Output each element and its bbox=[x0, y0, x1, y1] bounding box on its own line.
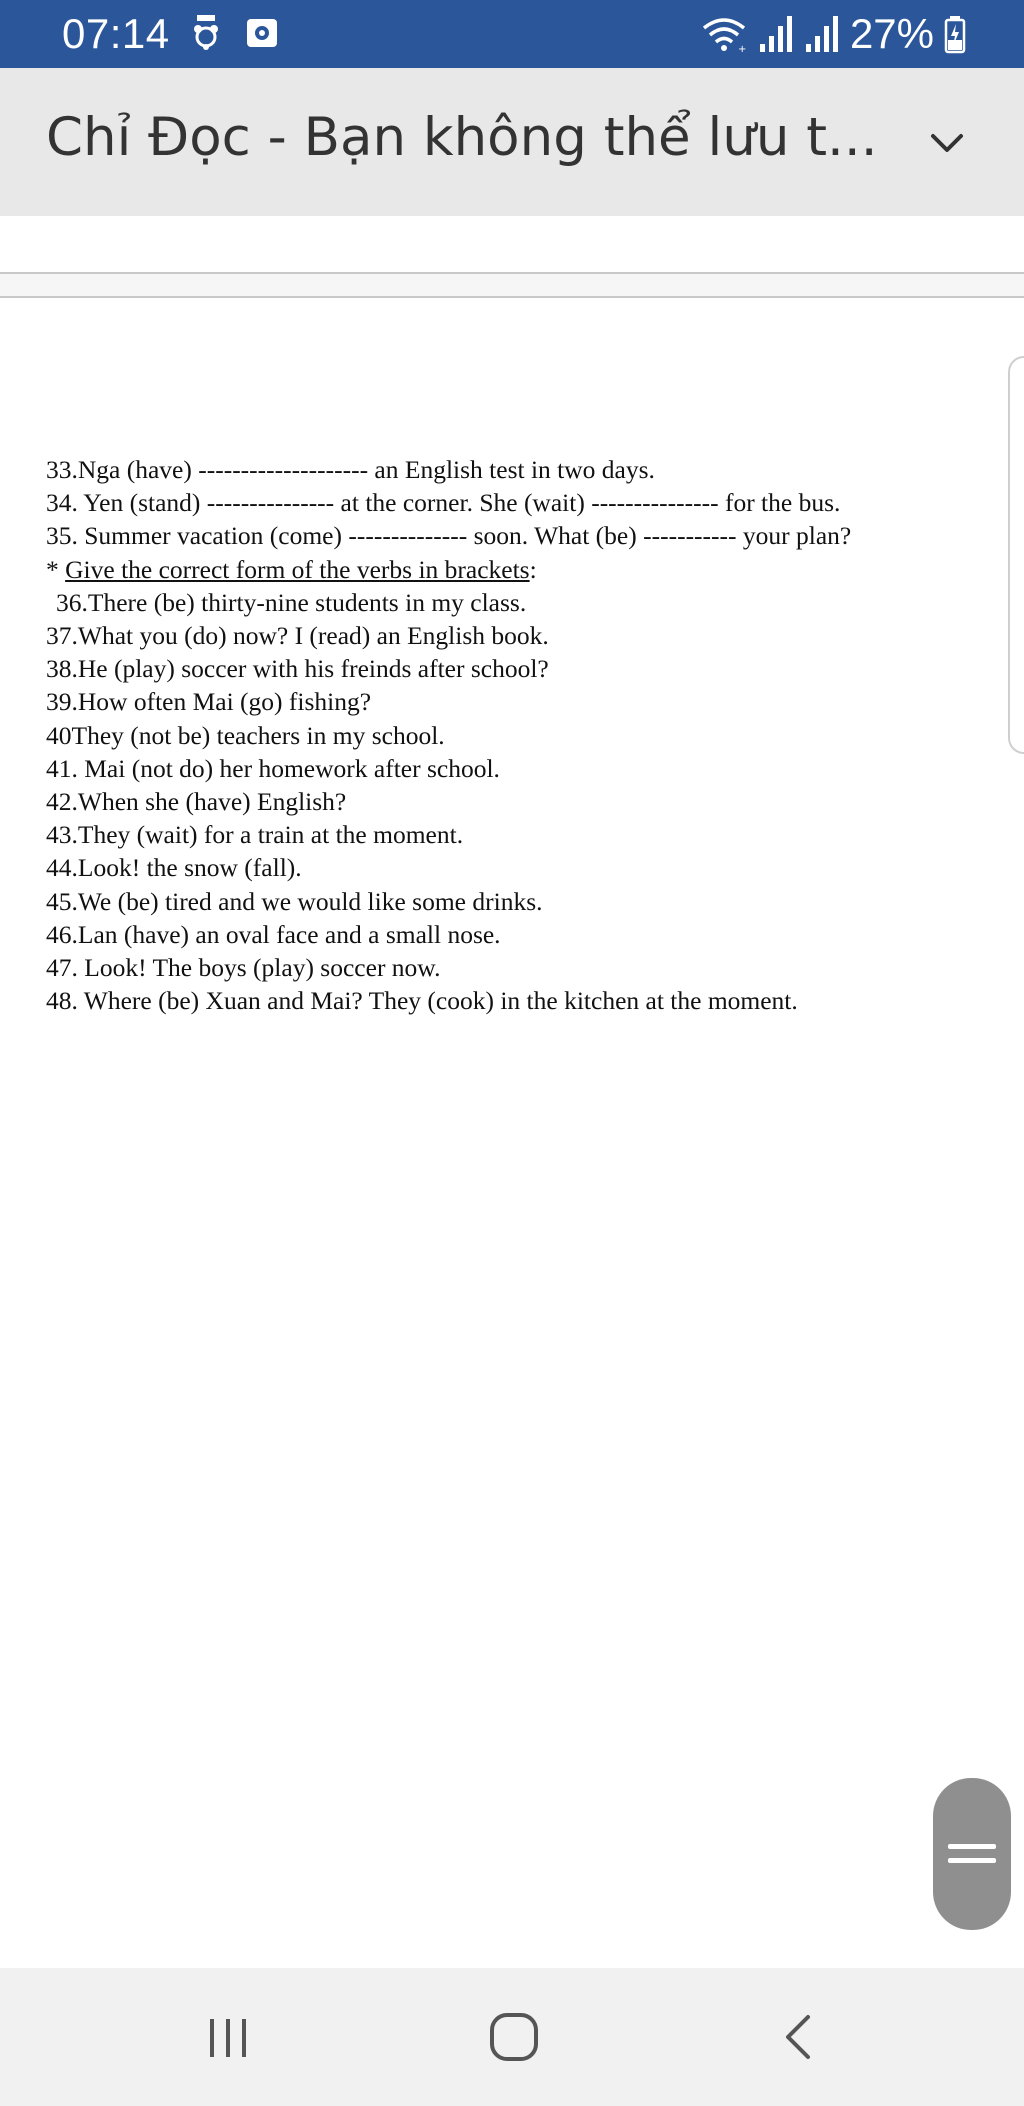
navigation-bar bbox=[0, 1968, 1024, 2106]
home-button[interactable] bbox=[454, 1968, 574, 2106]
section-heading bbox=[46, 553, 1006, 586]
status-bar bbox=[0, 0, 1024, 68]
scroll-handle-grip bbox=[948, 1844, 996, 1849]
signal-icon bbox=[804, 14, 840, 54]
document-line: 47. Look! The boys (play) soccer now. bbox=[46, 953, 441, 983]
document-line: 36.There (be) thirty-nine students in my class. bbox=[56, 587, 527, 617]
battery-charging-icon bbox=[944, 14, 966, 54]
document-line: 41. Mai (not do) her homework after school. bbox=[46, 753, 500, 783]
svg-text:+: + bbox=[737, 44, 747, 54]
document-line: 46.Lan (have) an oval face and a small nose. bbox=[46, 919, 501, 949]
status-time: 07:14 bbox=[62, 10, 170, 57]
ruler bbox=[0, 274, 1024, 296]
document-line: 35. Summer vacation (come) -------------- soon. What (be) ----------- your plan? bbox=[46, 521, 852, 551]
document-line: 43.They (wait) for a train at the moment. bbox=[46, 820, 464, 850]
back-button[interactable] bbox=[740, 1968, 860, 2106]
document-title: Chỉ Đọc - Bạn không thể lưu t... bbox=[46, 107, 878, 168]
document-line: 33.Nga (have) -------------------- an English test in two days. bbox=[46, 455, 655, 484]
ruler-bottom-line bbox=[0, 296, 1024, 298]
heading-text: Give the correct form of the verbs in brackets bbox=[65, 554, 530, 584]
scroll-handle-grip bbox=[948, 1858, 996, 1863]
wifi-icon bbox=[700, 14, 748, 54]
document-line: 39.How often Mai (go) fishing? bbox=[46, 687, 372, 717]
document-line: 38.He (play) soccer with his freinds after school? bbox=[46, 654, 549, 684]
signal-icon bbox=[758, 14, 794, 54]
chevron-down-icon[interactable] bbox=[920, 116, 974, 170]
heading-suffix: : bbox=[529, 554, 537, 584]
battery-percent: 27% bbox=[849, 10, 934, 57]
heading-prefix: * bbox=[46, 554, 66, 584]
recent-apps-icon bbox=[202, 2011, 254, 2063]
document-line: 37.What you (do) now? I (read) an English book. bbox=[46, 621, 549, 651]
scroll-handle[interactable] bbox=[933, 1778, 1011, 1930]
document-line: 34. Yen (stand) --------------- at the corner. She (wait) --------------- for the bus. bbox=[46, 488, 841, 518]
edge-panel-handle[interactable] bbox=[1008, 356, 1024, 754]
status-right-group bbox=[700, 10, 966, 58]
home-icon bbox=[486, 2009, 542, 2065]
notification-badge-icon bbox=[188, 13, 224, 53]
document-line: 48. Where (be) Xuan and Mai? They (cook) in the kitchen at the moment. bbox=[46, 986, 798, 1016]
recent-apps-button[interactable] bbox=[168, 1968, 288, 2106]
document-line: 42.When she (have) English? bbox=[46, 787, 347, 817]
document-body bbox=[46, 453, 1006, 1017]
document-line: 44.Look! the snow (fall). bbox=[46, 853, 302, 883]
title-bar bbox=[0, 68, 1024, 216]
document-line: 45.We (be) tired and we would like some drinks. bbox=[46, 886, 543, 916]
document-line: 40They (not be) teachers in my school. bbox=[46, 720, 445, 750]
back-icon bbox=[774, 2011, 826, 2063]
screen-recorder-icon bbox=[244, 13, 280, 53]
